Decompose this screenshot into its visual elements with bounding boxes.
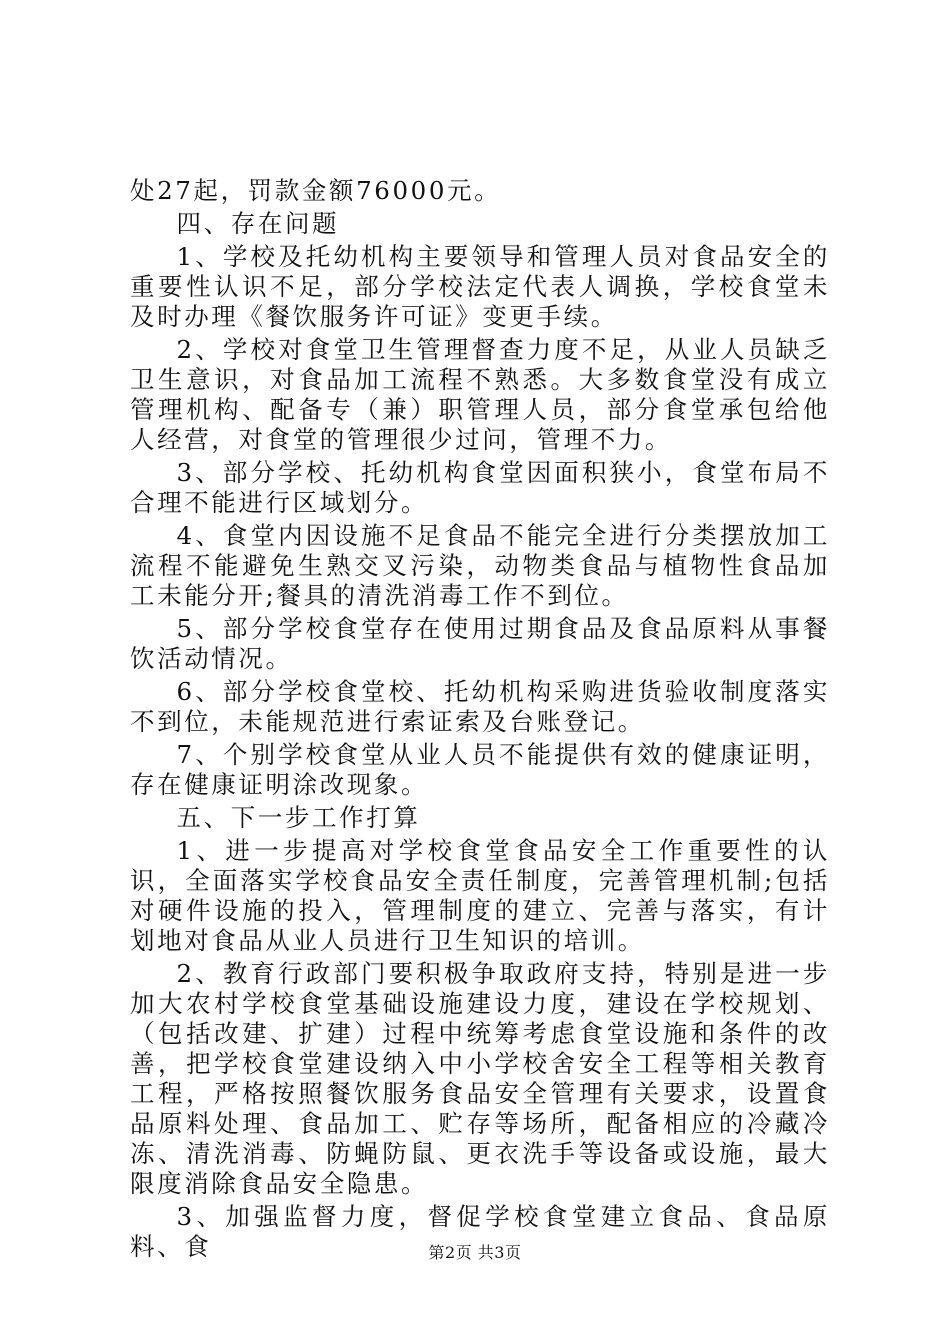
paragraph-plan-2: 2、教育行政部门要积极争取政府支持，特别是进一步加大农村学校食堂基础设施建设力度，建设在学校规划、（包括改建、扩建）过程中统筹考虑食堂设施和条件的改善，把学校食堂建设纳入中小学校舍安全工程等相关教育工程，严格按照餐饮服务食品安全管理有关要求，设置食品原料处理、食品加工、贮存等场所，配备相应的冷藏冷冻、清洗消毒、防蝇防鼠、更衣洗手等设备或设施，最大限度消除食品安全隐患。 bbox=[130, 959, 830, 1198]
section-heading-problems: 四、存在问题 bbox=[176, 209, 340, 238]
document-body bbox=[130, 176, 830, 1265]
page-number-footer: 第2页 共3页 bbox=[428, 1243, 522, 1262]
paragraph-problem-4: 4、食堂内因设施不足食品不能完全进行分类摆放加工流程不能避免生熟交叉污染，动物类食品与植物性食品加工未能分开;餐具的清洗消毒工作不到位。 bbox=[130, 521, 830, 610]
section-heading-next-steps: 五、下一步工作打算 bbox=[176, 803, 421, 832]
paragraph-problem-5: 5、部分学校食堂存在使用过期食品及食品原料从事餐饮活动情况。 bbox=[130, 614, 830, 673]
paragraph-plan-1: 1、进一步提高对学校食堂食品安全工作重要性的认识，全面落实学校食品安全责任制度，完善管理机制;包括对硬件设施的投入，管理制度的建立、完善与落实，有计划地对食品从业人员进行卫生知识的培训。 bbox=[130, 836, 830, 955]
paragraph-plan-3: 3、加强监督力度，督促学校食堂建立食品、食品原料、食 bbox=[130, 1202, 830, 1261]
paragraph-problem-1: 1、学校及托幼机构主要领导和管理人员对食品安全的重要性认识不足，部分学校法定代表人调换，学校食堂未及时办理《餐饮服务许可证》变更手续。 bbox=[130, 242, 830, 331]
paragraph-problem-6: 6、部分学校食堂校、托幼机构采购进货验收制度落实不到位，未能规范进行索证索及台账登记。 bbox=[130, 677, 830, 736]
paragraph-problem-7: 7、个别学校食堂从业人员不能提供有效的健康证明，存在健康证明涂改现象。 bbox=[130, 740, 830, 799]
paragraph-continuation: 处27起，罚款金额76000元。 bbox=[130, 176, 502, 205]
paragraph-problem-3: 3、部分学校、托幼机构食堂因面积狭小，食堂布局不合理不能进行区域划分。 bbox=[130, 458, 830, 517]
paragraph-problem-2: 2、学校对食堂卫生管理督查力度不足，从业人员缺乏卫生意识，对食品加工流程不熟悉。大多数食堂没有成立管理机构、配备专（兼）职管理人员，部分食堂承包给他人经营，对食堂的管理很少过问，管理不力。 bbox=[130, 335, 830, 454]
